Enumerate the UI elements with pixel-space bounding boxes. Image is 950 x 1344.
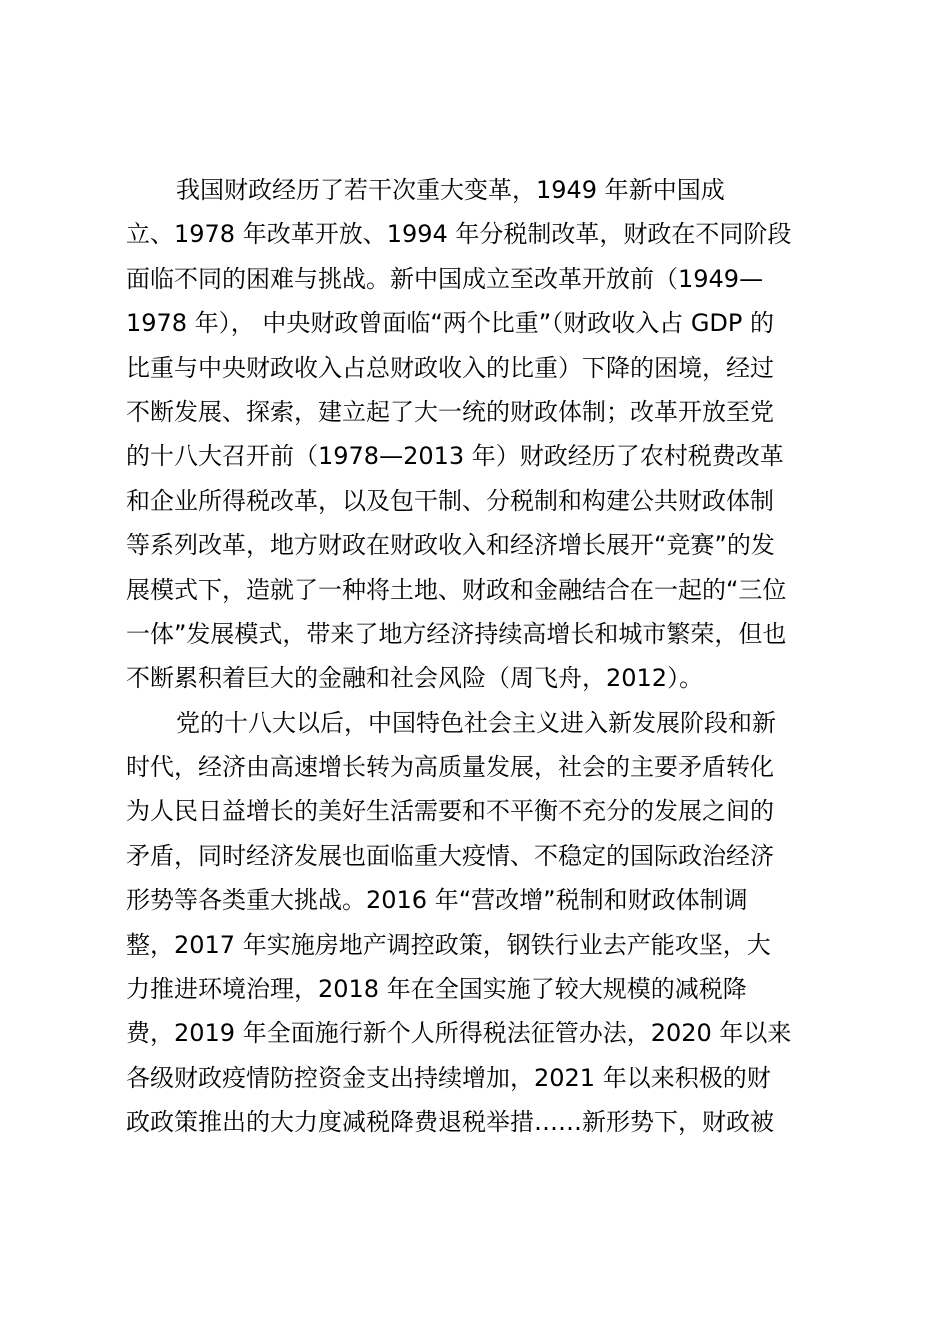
text-line: 的十八大召开前（1978—2013 年）财政经历了农村税费改革 <box>126 442 784 471</box>
text-line: 面临不同的困难与挑战。新中国成立至改革开放前（1949— <box>126 264 764 293</box>
text-line: 为人民日益增长的美好生活需要和不平衡不充分的发展之间的 <box>126 797 774 826</box>
text-line: 各级财政疫情防控资金支出持续增加，2021 年以来积极的财 <box>126 1063 771 1092</box>
text-line: 1978 年）， 中央财政曾面临“两个比重”（财政收入占 GDP 的 <box>126 309 775 338</box>
text-line: 费，2019 年全面施行新个人所得税法征管办法，2020 年以来 <box>126 1019 792 1048</box>
text-line: 立、1978 年改革开放、1994 年分税制改革，财政在不同阶段 <box>126 220 792 249</box>
paragraph-2 <box>126 701 838 1145</box>
body-text <box>126 168 838 1145</box>
text-line: 和企业所得税改革，以及包干制、分税制和构建公共财政体制 <box>126 486 774 515</box>
text-line: 我国财政经历了若干次重大变革，1949 年新中国成 <box>176 176 725 204</box>
text-line: 一体”发展模式，带来了地方经济持续高增长和城市繁荣，但也 <box>126 619 787 648</box>
text-line: 形势等各类重大挑战。2016 年“营改增”税制和财政体制调 <box>126 886 748 915</box>
paragraph-1 <box>126 168 838 701</box>
text-line: 展模式下，造就了一种将土地、财政和金融结合在一起的“三位 <box>126 575 787 604</box>
text-line: 矛盾，同时经济发展也面临重大疫情、不稳定的国际政治经济 <box>126 841 774 870</box>
text-line: 党的十八大以后，中国特色社会主义进入新发展阶段和新 <box>176 708 776 737</box>
text-line: 比重与中央财政收入占总财政收入的比重）下降的困境，经过 <box>126 353 774 382</box>
text-line: 政政策推出的大力度减税降费退税举措……新形势下，财政被 <box>126 1108 774 1137</box>
text-line: 不断累积着巨大的金融和社会风险（周飞舟，2012）。 <box>126 664 704 693</box>
text-line: 不断发展、探索，建立起了大一统的财政体制；改革开放至党 <box>126 397 774 426</box>
text-line: 整，2017 年实施房地产调控政策，钢铁行业去产能攻坚，大 <box>126 930 771 959</box>
text-line: 时代，经济由高速增长转为高质量发展，社会的主要矛盾转化 <box>126 753 774 782</box>
text-line: 力推进环境治理，2018 年在全国实施了较大规模的减税降 <box>126 975 747 1004</box>
text-line: 等系列改革，地方财政在财政收入和经济增长展开“竞赛”的发 <box>126 531 775 560</box>
